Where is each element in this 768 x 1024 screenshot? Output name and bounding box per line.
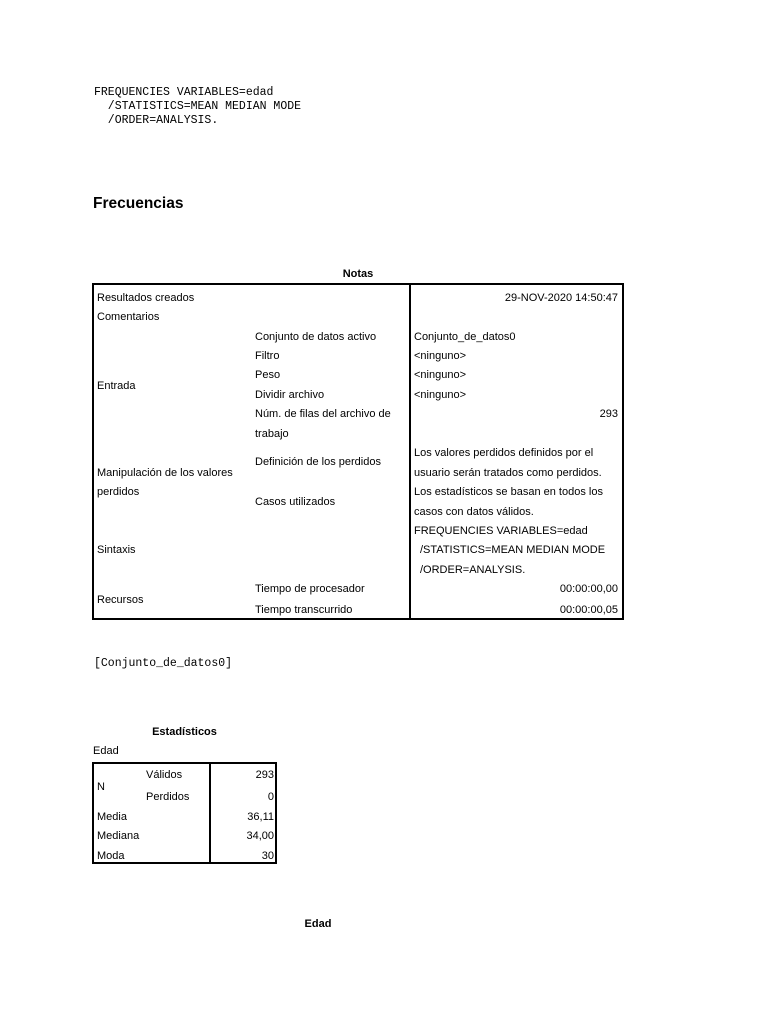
notes-row-label: Filtro: [255, 350, 280, 362]
stats-row-label: Perdidos: [146, 791, 190, 803]
notes-group-label: Recursos: [97, 594, 144, 606]
syntax-line: /STATISTICS=MEAN MEDIAN MODE: [94, 100, 302, 113]
stats-row-label: Media: [97, 811, 127, 823]
notes-table-title: Notas: [342, 268, 374, 280]
notes-row-label: Resultados creados: [97, 292, 195, 304]
stats-row-value: 0: [267, 791, 274, 803]
notes-group-label: Manipulación de los valores: [97, 467, 233, 479]
frequency-table-title: Edad: [304, 918, 332, 930]
section-heading: Frecuencias: [93, 195, 184, 212]
notes-row-value: /STATISTICS=MEAN MEDIAN MODE: [420, 544, 606, 556]
notes-group-label: Sintaxis: [97, 544, 136, 556]
notes-group-label: perdidos: [97, 486, 140, 498]
notes-row-label: Tiempo de procesador: [255, 583, 365, 595]
notes-table[interactable]: [92, 283, 624, 620]
stats-row-label: Válidos: [146, 769, 183, 781]
notes-row-value: 293: [599, 408, 618, 420]
notes-group-label: Entrada: [97, 380, 136, 392]
notes-row-value: 00:00:00,05: [559, 604, 618, 616]
statistics-variable-label: Edad: [93, 745, 119, 757]
notes-row-label: Tiempo transcurrido: [255, 604, 353, 616]
notes-row-label: Comentarios: [97, 311, 160, 323]
notes-row-value: Los valores perdidos definidos por el: [414, 447, 594, 459]
notes-row-value: <ninguno>: [414, 350, 466, 362]
notes-row-value: FREQUENCIES VARIABLES=edad: [414, 525, 588, 537]
stats-row-value: 36,11: [247, 811, 274, 823]
stats-row-label: N: [97, 781, 105, 793]
notes-row-label: Núm. de filas del archivo de: [255, 408, 391, 420]
stats-row-value: 30: [261, 850, 274, 862]
notes-row-value: Conjunto_de_datos0: [414, 331, 516, 343]
notes-row-value: Los estadísticos se basan en todos los: [414, 486, 603, 498]
notes-row-label: Definición de los perdidos: [255, 456, 381, 468]
notes-row-label: Casos utilizados: [255, 496, 336, 508]
dataset-tag: [Conjunto_de_datos0]: [94, 657, 233, 670]
stats-row-label: Moda: [97, 850, 125, 862]
syntax-line: FREQUENCIES VARIABLES=edad: [94, 86, 274, 99]
syntax-block: [94, 86, 301, 128]
statistics-table[interactable]: [92, 762, 277, 864]
notes-row-value: <ninguno>: [414, 389, 466, 401]
notes-row-value: 00:00:00,00: [559, 583, 618, 595]
notes-row-value: /ORDER=ANALYSIS.: [420, 564, 526, 576]
notes-table-divider: [409, 285, 411, 618]
notes-row-value: 29-NOV-2020 14:50:47: [504, 292, 618, 304]
notes-row-value: casos con datos válidos.: [414, 506, 534, 518]
notes-row-value: <ninguno>: [414, 369, 466, 381]
notes-row-label: Peso: [255, 369, 281, 381]
syntax-line: /ORDER=ANALYSIS.: [94, 114, 219, 127]
notes-row-value: usuario serán tratados como perdidos.: [414, 467, 602, 479]
notes-row-label: trabajo: [255, 428, 289, 440]
statistics-table-divider: [209, 764, 211, 862]
statistics-table-title: Estadísticos: [152, 726, 217, 738]
stats-row-value: 293: [255, 769, 274, 781]
notes-row-label: Conjunto de datos activo: [255, 331, 377, 343]
stats-row-label: Mediana: [97, 830, 140, 842]
stats-row-value: 34,00: [246, 830, 274, 842]
notes-row-label: Dividir archivo: [255, 389, 325, 401]
